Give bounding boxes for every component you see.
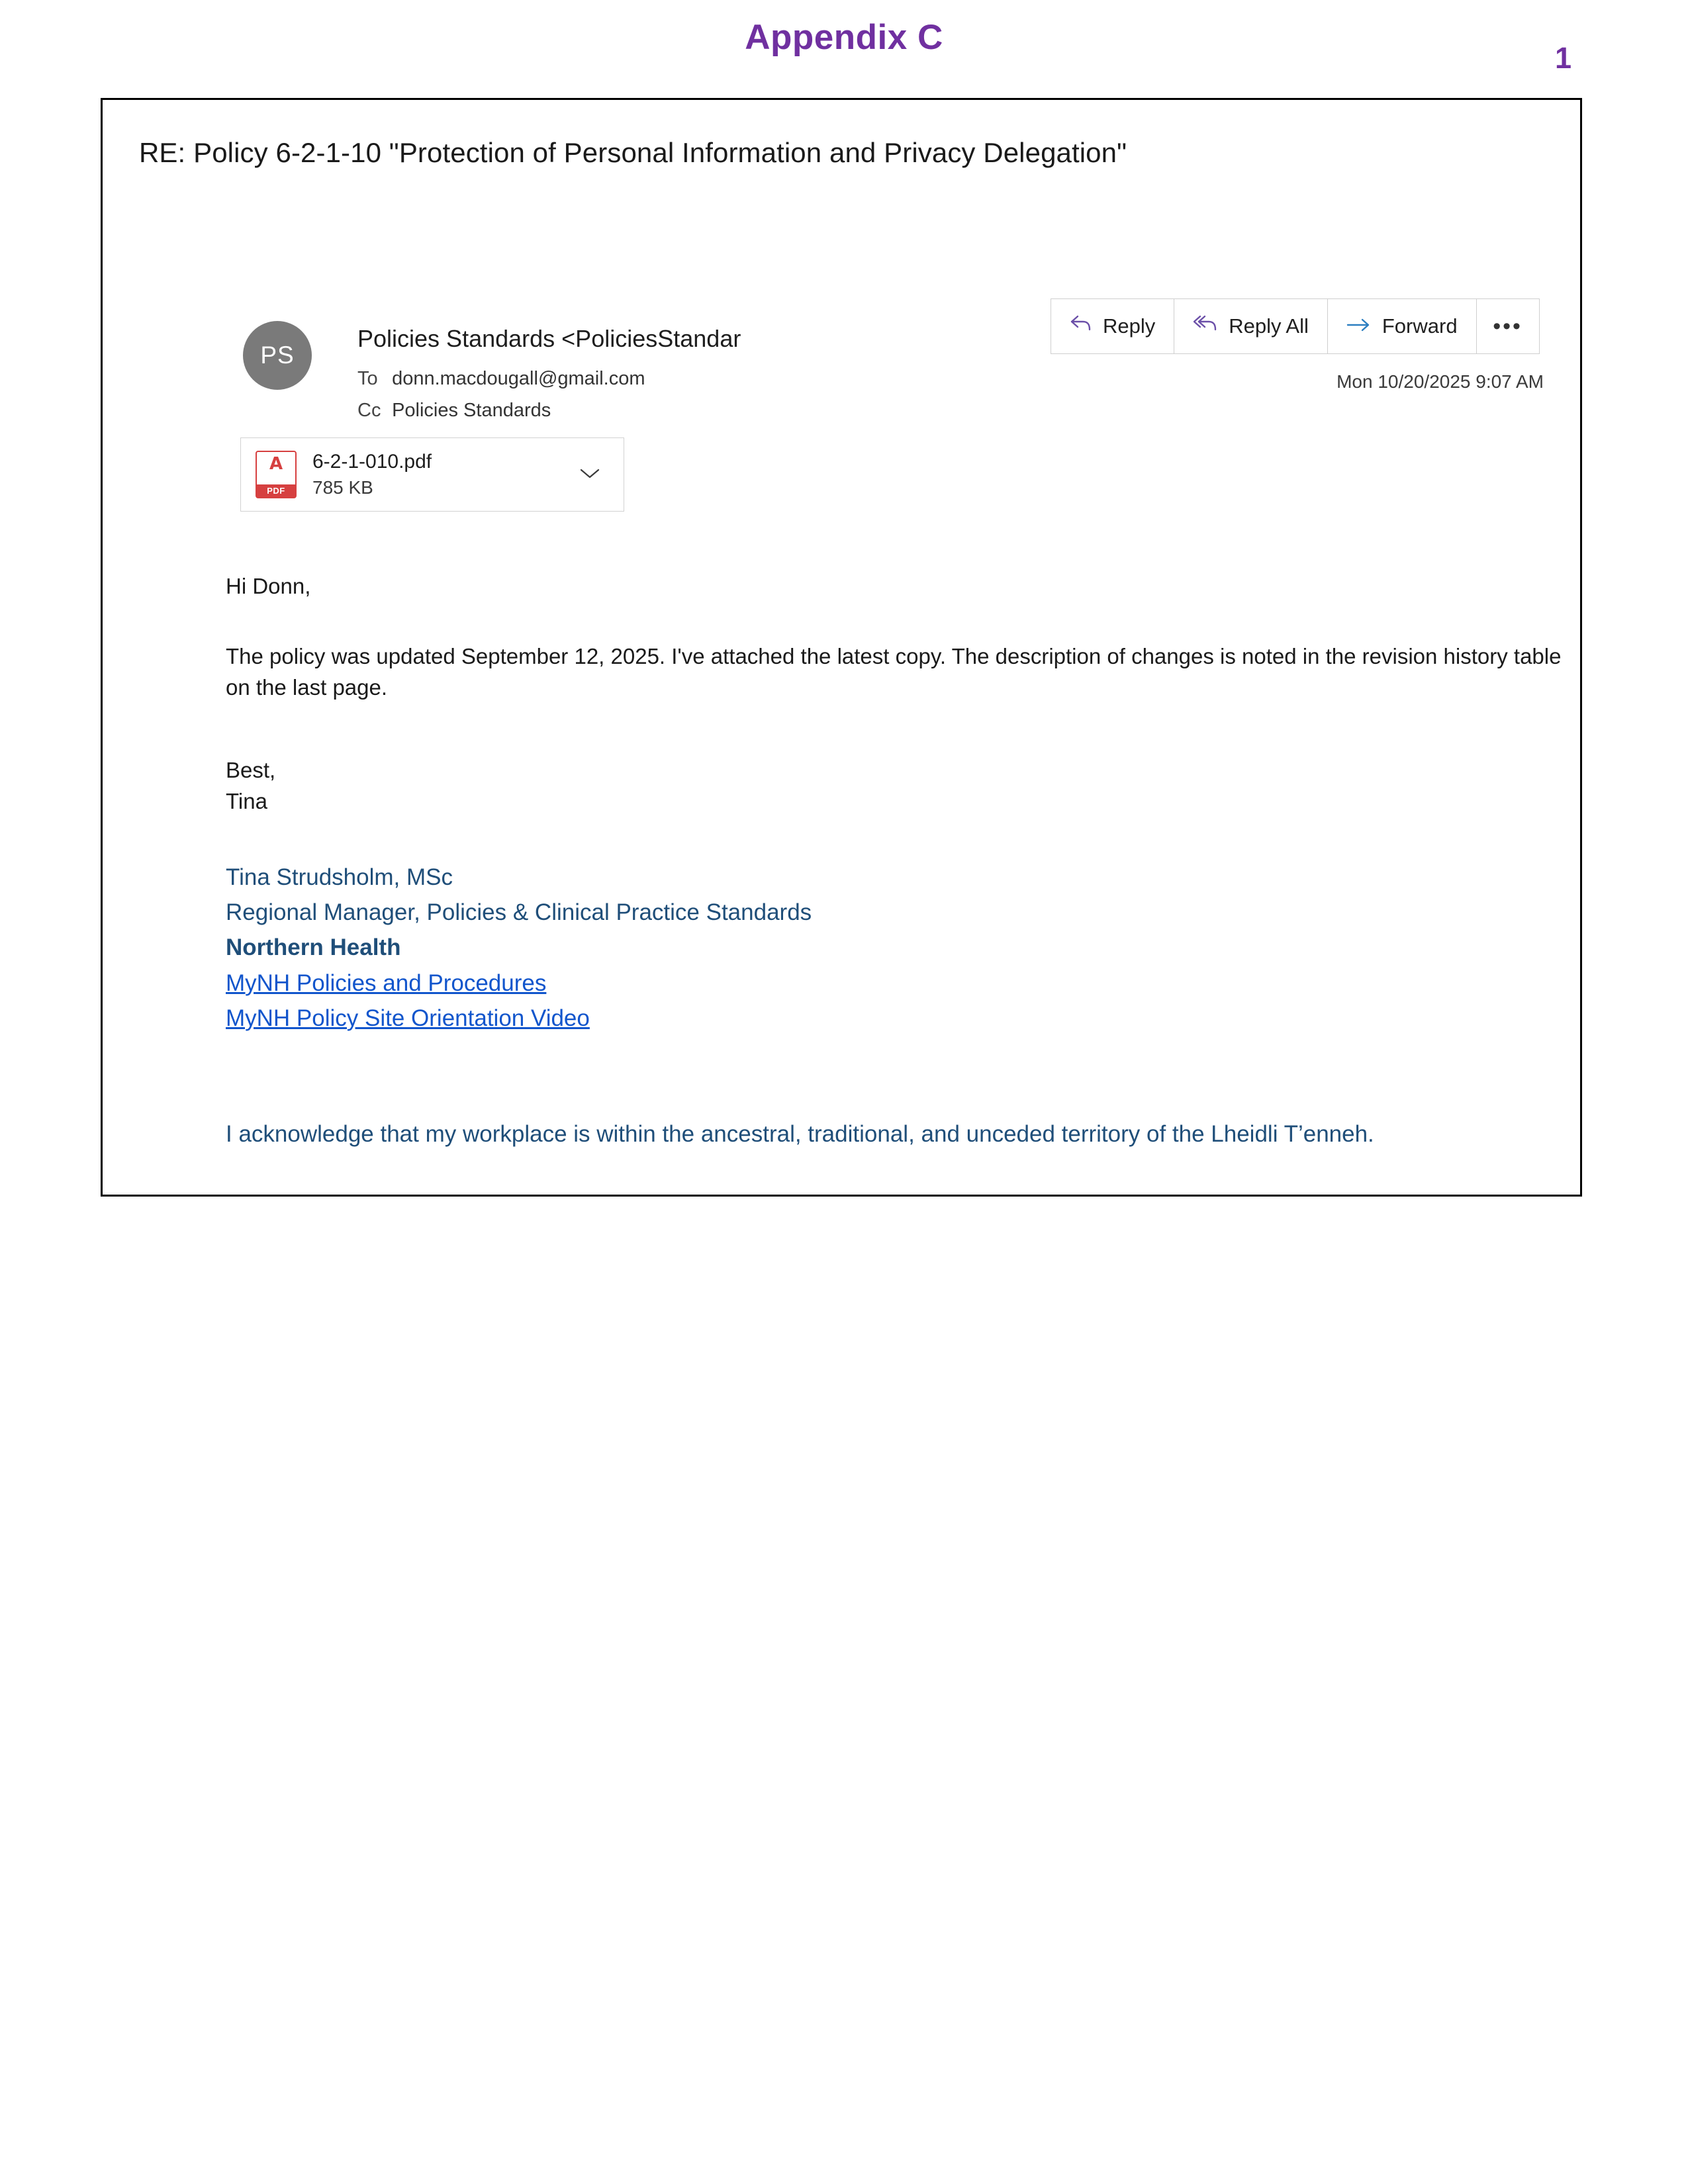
land-acknowledgement: I acknowledge that my workplace is within the ancestral, traditional, and unceded territory of the Lheidli T’enneh. xyxy=(226,1121,1374,1147)
email-subject: RE: Policy 6-2-1-10 "Protection of Personal Information and Privacy Delegation" xyxy=(139,137,1127,168)
ellipsis-icon: ••• xyxy=(1493,313,1523,339)
email-action-bar xyxy=(1051,298,1540,354)
closing-line-1: Best, xyxy=(226,758,276,782)
signature-org: Northern Health xyxy=(226,934,401,961)
forward-button[interactable] xyxy=(1327,298,1477,354)
recipient-cc-row xyxy=(357,400,551,422)
attachment-chip[interactable] xyxy=(240,437,624,512)
email-card xyxy=(101,98,1582,1197)
cc-value: Policies Standards xyxy=(392,400,551,421)
body-greeting: Hi Donn, xyxy=(226,574,311,598)
chevron-down-icon[interactable] xyxy=(579,463,601,486)
page-header xyxy=(0,17,1688,58)
avatar: PS xyxy=(243,321,312,390)
reply-all-arrow-icon xyxy=(1193,314,1218,339)
more-options-button[interactable] xyxy=(1476,298,1540,354)
signature-name: Tina Strudsholm, MSc xyxy=(226,864,453,890)
forward-label: Forward xyxy=(1382,314,1458,338)
signature-role: Regional Manager, Policies & Clinical Practice Standards xyxy=(226,899,812,926)
appendix-title: Appendix C xyxy=(745,18,943,57)
reply-all-label: Reply All xyxy=(1229,314,1309,338)
pdf-file-icon xyxy=(256,451,297,498)
email-timestamp: Mon 10/20/2025 9:07 AM xyxy=(1336,371,1544,392)
body-closing xyxy=(226,755,1570,817)
signature-link-policies[interactable]: MyNH Policies and Procedures xyxy=(226,970,547,996)
email-signature xyxy=(226,860,1570,1036)
recipient-to-row xyxy=(357,368,645,390)
to-value: donn.macdougall@gmail.com xyxy=(392,368,645,389)
page-number: 1 xyxy=(1554,41,1571,75)
to-label: To xyxy=(357,368,378,389)
attachment-filename: 6-2-1-010.pdf xyxy=(312,450,432,473)
pdf-type-label: PDF xyxy=(257,484,295,497)
attachment-meta xyxy=(312,449,432,500)
reply-all-button[interactable] xyxy=(1174,298,1328,354)
cc-label: Cc xyxy=(357,400,381,421)
reply-button[interactable] xyxy=(1051,298,1174,354)
reply-arrow-icon xyxy=(1070,314,1092,339)
signature-link-orientation-video[interactable]: MyNH Policy Site Orientation Video xyxy=(226,1005,590,1031)
sender-name: Policies Standards <PoliciesStandar xyxy=(357,325,741,352)
reply-label: Reply xyxy=(1103,314,1156,338)
pdf-glyph: 𝗔 xyxy=(269,453,283,473)
closing-line-2: Tina xyxy=(226,788,267,813)
body-paragraph: The policy was updated September 12, 2025. I've attached the latest copy. The description of changes is noted in the revision history table on the last page. xyxy=(226,644,1562,700)
forward-arrow-icon xyxy=(1346,314,1372,338)
attachment-filesize: 785 KB xyxy=(312,477,373,498)
